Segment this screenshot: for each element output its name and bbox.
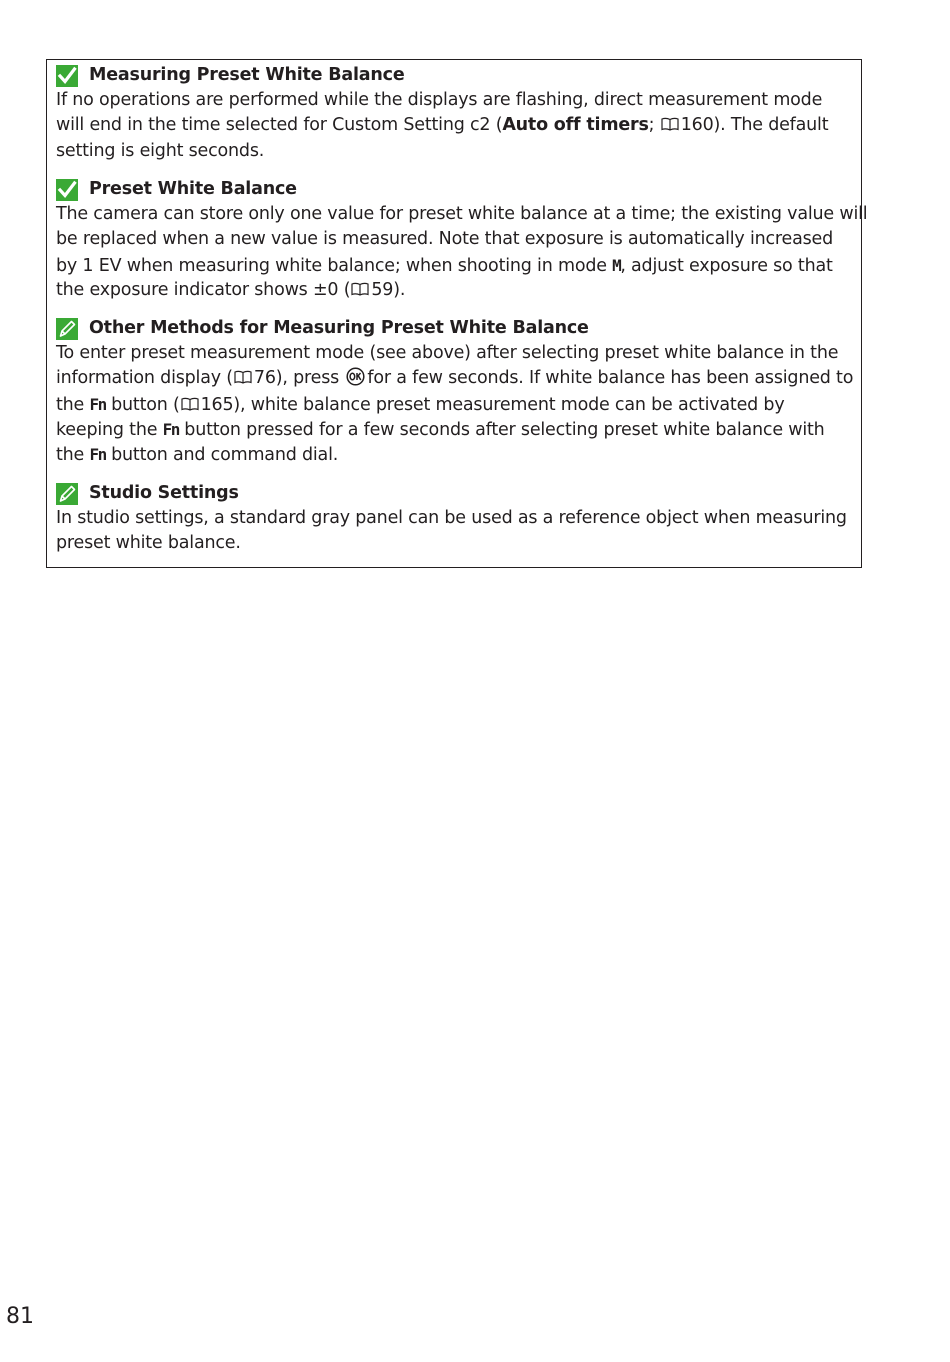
note-other-methods <box>56 316 856 467</box>
text-line: the Fn button and command dial. <box>56 445 339 466</box>
pencil-icon <box>56 318 78 340</box>
text-line: be replaced when a new value is measured. Note that exposure is automatically increased <box>56 229 834 250</box>
text-line: In studio settings, a standard gray panel can be used as a reference object when measuring <box>56 508 847 528</box>
text-line: information display ( 76), press for a few seconds. If white balance has been assigned to <box>56 368 854 389</box>
fn-button-glyph: Fn <box>89 394 106 414</box>
note-body <box>56 341 856 467</box>
text-line: setting is eight seconds. <box>56 140 265 161</box>
ok-button-icon <box>346 367 365 386</box>
book-icon <box>661 117 679 131</box>
text-line: will end in the time selected for Custom Setting c2 (Auto off timers; 160). The default <box>56 115 829 136</box>
book-icon <box>181 397 199 411</box>
setting-name: Auto off timers <box>502 115 649 136</box>
mode-m-glyph: M <box>612 255 621 275</box>
fn-button-glyph: Fn <box>162 419 179 439</box>
note-header <box>56 481 856 506</box>
note-body <box>56 88 856 164</box>
text-line: by 1 EV when measuring white balance; when shooting in mode M, adjust exposure so that <box>56 255 833 276</box>
note-header <box>56 316 856 341</box>
note-header <box>56 177 856 202</box>
fn-button-glyph: Fn <box>89 445 106 465</box>
text-line: the exposure indicator shows ±0 ( 59). <box>56 279 406 300</box>
text-line: To enter preset measurement mode (see above) after selecting preset white balance in the <box>56 343 839 363</box>
notes-box <box>46 59 868 568</box>
text-line: If no operations are performed while the displays are flashing, direct measurement mode <box>56 90 823 110</box>
text-line: preset white balance. <box>56 533 241 554</box>
note-title: Other Methods for Measuring Preset White Balance <box>89 318 589 338</box>
book-icon <box>234 370 252 384</box>
page-number: 81 <box>6 1304 34 1329</box>
note-preset-white-balance <box>56 177 868 303</box>
book-icon <box>351 282 369 296</box>
note-body <box>56 202 868 303</box>
note-body <box>56 506 856 557</box>
note-title: Measuring Preset White Balance <box>89 65 405 85</box>
note-measuring-preset-white-balance <box>56 63 856 164</box>
text-line: the Fn button ( 165), white balance preset measurement mode can be activated by <box>56 394 785 415</box>
checkmark-icon <box>56 179 78 201</box>
note-header <box>56 63 856 88</box>
pencil-icon <box>56 483 78 505</box>
note-studio-settings <box>56 481 856 557</box>
text-line: The camera can store only one value for preset white balance at a time; the existing value will <box>56 204 868 224</box>
text-line: keeping the Fn button pressed for a few seconds after selecting preset white balance with <box>56 419 825 440</box>
checkmark-icon <box>56 65 78 87</box>
note-title: Studio Settings <box>89 483 239 503</box>
note-title: Preset White Balance <box>89 179 297 199</box>
